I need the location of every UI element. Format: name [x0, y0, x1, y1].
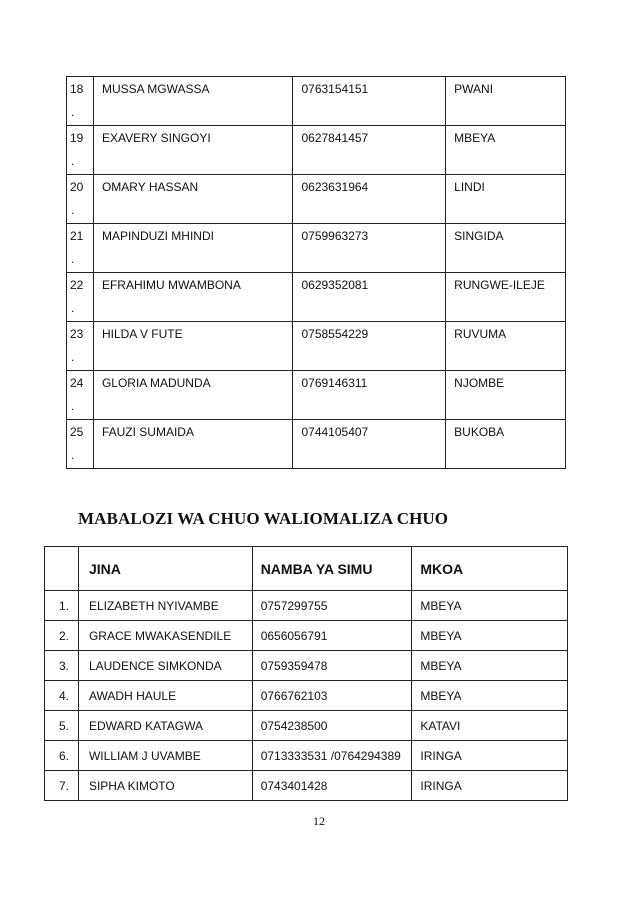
row-number: 23 [70, 327, 84, 341]
phone-cell: 0627841457 [293, 126, 446, 175]
name-cell: HILDA V FUTE [93, 322, 293, 371]
table-row [67, 175, 566, 224]
table-row [45, 681, 568, 711]
name-cell: OMARY HASSAN [93, 175, 293, 224]
row-number-cell [67, 77, 94, 126]
table-header-row [45, 547, 568, 591]
row-number: 22 [70, 278, 84, 292]
row-number: 18 [70, 82, 84, 96]
row-number-cell [67, 273, 94, 322]
table-row [45, 741, 568, 771]
table-row [67, 322, 566, 371]
table-row [67, 77, 566, 126]
region-cell: RUNGWE-ILEJE [446, 273, 566, 322]
header-phone: NAMBA YA SIMU [252, 547, 412, 591]
row-number-cell: 4. [45, 681, 79, 711]
row-number-dot: . [71, 301, 75, 315]
region-cell: MBEYA [412, 651, 568, 681]
name-cell: LAUDENCE SIMKONDA [78, 651, 252, 681]
row-number-cell [67, 175, 94, 224]
row-number-dot: . [71, 399, 75, 413]
region-cell: KATAVI [412, 711, 568, 741]
row-number-cell: 1. [45, 591, 79, 621]
name-cell: MUSSA MGWASSA [93, 77, 293, 126]
row-number-cell [67, 371, 94, 420]
row-number-cell [67, 420, 94, 469]
table-row [67, 420, 566, 469]
row-number-cell: 2. [45, 621, 79, 651]
name-cell: FAUZI SUMAIDA [93, 420, 293, 469]
row-number: 20 [70, 180, 84, 194]
table-row [45, 651, 568, 681]
phone-cell: 0656056791 [252, 621, 412, 651]
phone-cell: 0763154151 [293, 77, 446, 126]
row-number: 25 [70, 425, 84, 439]
row-number-dot: . [71, 252, 75, 266]
phone-cell: 0758554229 [293, 322, 446, 371]
name-cell: EFRAHIMU MWAMBONA [93, 273, 293, 322]
region-cell: SINGIDA [446, 224, 566, 273]
name-cell: EDWARD KATAGWA [78, 711, 252, 741]
row-number-dot: . [71, 448, 75, 462]
section-heading: MABALOZI WA CHUO WALIOMALIZA CHUO [78, 509, 449, 528]
table-row [67, 371, 566, 420]
row-number-cell [67, 126, 94, 175]
phone-cell: 0629352081 [293, 273, 446, 322]
region-cell: RUVUMA [446, 322, 566, 371]
phone-cell: 0759963273 [293, 224, 446, 273]
row-number-dot: . [71, 105, 75, 119]
phone-cell: 0754238500 [252, 711, 412, 741]
page-number: 12 [313, 814, 325, 828]
row-number-dot: . [71, 154, 75, 168]
table-row [45, 591, 568, 621]
table-row [67, 273, 566, 322]
phone-cell: 0713333531 /0764294389 [252, 741, 412, 771]
row-number-cell [67, 224, 94, 273]
table-row [45, 771, 568, 801]
row-number-cell: 5. [45, 711, 79, 741]
ambassadors-table-continued [66, 76, 566, 469]
region-cell: PWANI [446, 77, 566, 126]
row-number: 21 [70, 229, 84, 243]
table-row [67, 126, 566, 175]
phone-cell: 0623631964 [293, 175, 446, 224]
row-number: 24 [70, 376, 84, 390]
region-cell: LINDI [446, 175, 566, 224]
table-row [45, 621, 568, 651]
phone-cell: 0759359478 [252, 651, 412, 681]
name-cell: ELIZABETH NYIVAMBE [78, 591, 252, 621]
graduated-ambassadors-table [44, 546, 568, 801]
phone-cell: 0743401428 [252, 771, 412, 801]
row-number-cell [67, 322, 94, 371]
name-cell: WILLIAM J UVAMBE [78, 741, 252, 771]
region-cell: NJOMBE [446, 371, 566, 420]
name-cell: SIPHA KIMOTO [78, 771, 252, 801]
phone-cell: 0766762103 [252, 681, 412, 711]
table-row [45, 711, 568, 741]
row-number-dot: . [71, 203, 75, 217]
name-cell: GRACE MWAKASENDILE [78, 621, 252, 651]
phone-cell: 0744105407 [293, 420, 446, 469]
table-row [67, 224, 566, 273]
row-number: 19 [70, 131, 84, 145]
phone-cell: 0757299755 [252, 591, 412, 621]
region-cell: MBEYA [446, 126, 566, 175]
name-cell: AWADH HAULE [78, 681, 252, 711]
region-cell: BUKOBA [446, 420, 566, 469]
region-cell: MBEYA [412, 591, 568, 621]
row-number-cell: 6. [45, 741, 79, 771]
name-cell: MAPINDUZI MHINDI [93, 224, 293, 273]
region-cell: MBEYA [412, 621, 568, 651]
region-cell: MBEYA [412, 681, 568, 711]
row-number-dot: . [71, 350, 75, 364]
row-number-cell: 3. [45, 651, 79, 681]
header-name: JINA [78, 547, 252, 591]
row-number-cell: 7. [45, 771, 79, 801]
region-cell: IRINGA [412, 771, 568, 801]
header-region: MKOA [412, 547, 568, 591]
region-cell: IRINGA [412, 741, 568, 771]
name-cell: EXAVERY SINGOYI [93, 126, 293, 175]
header-number [45, 547, 79, 591]
phone-cell: 0769146311 [293, 371, 446, 420]
name-cell: GLORIA MADUNDA [93, 371, 293, 420]
